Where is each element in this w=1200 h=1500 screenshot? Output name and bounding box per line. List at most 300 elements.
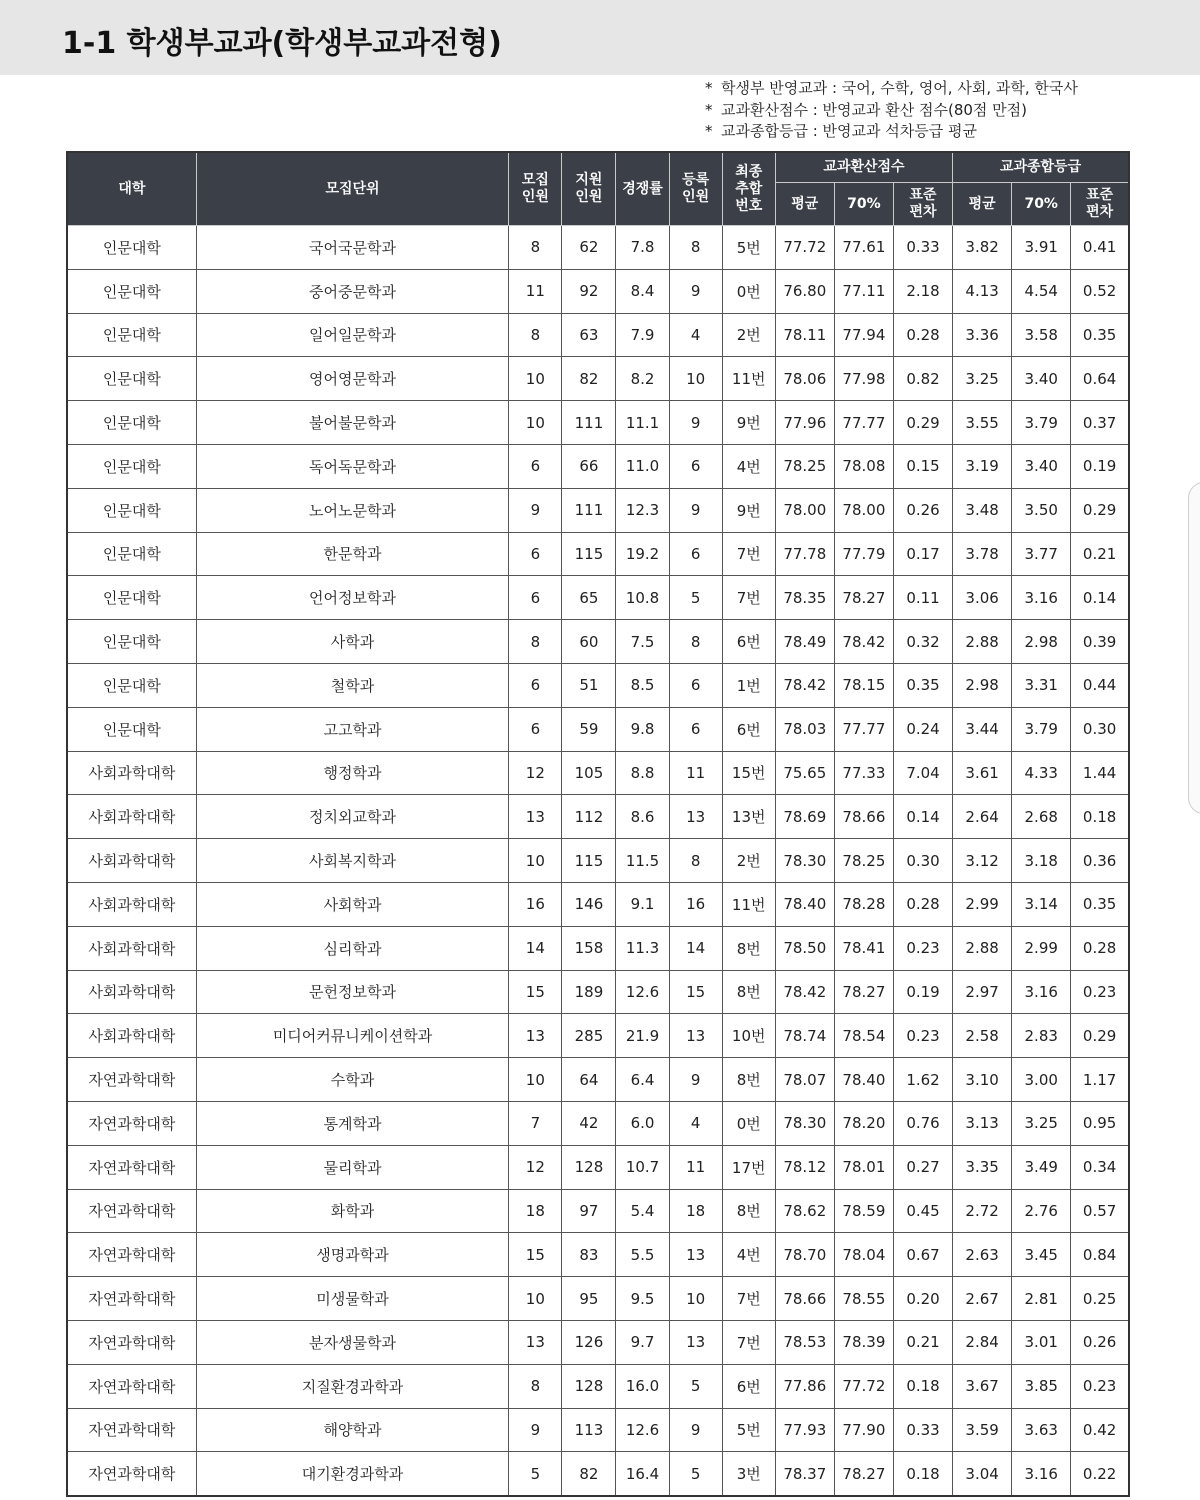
cell-score-avg: 76.80	[775, 269, 834, 313]
cell-college: 인문대학	[67, 401, 196, 445]
table-row	[67, 1408, 1129, 1452]
cell-ratio: 7.9	[616, 313, 669, 357]
cell-enrolled: 11	[669, 1145, 722, 1189]
cell-applicants: 111	[562, 401, 616, 445]
cell-applicants: 66	[562, 444, 616, 488]
cell-unit: 통계학과	[196, 1101, 509, 1145]
cell-grade-sd: 0.84	[1071, 1233, 1129, 1277]
cell-grade-avg: 2.58	[953, 1014, 1012, 1058]
header-score-group: 교과환산점수	[775, 152, 952, 183]
admissions-table	[66, 151, 1130, 1497]
cell-score-sd: 0.28	[893, 882, 952, 926]
cell-quota: 6	[509, 532, 562, 576]
cell-ratio: 16.0	[616, 1364, 669, 1408]
cell-ratio: 8.4	[616, 269, 669, 313]
cell-score-avg: 78.30	[775, 1101, 834, 1145]
cell-final-rank: 6번	[722, 707, 775, 751]
cell-grade-sd: 0.42	[1071, 1408, 1129, 1452]
cell-unit: 화학과	[196, 1189, 509, 1233]
cell-grade-avg: 2.88	[953, 620, 1012, 664]
cell-quota: 13	[509, 1014, 562, 1058]
cell-ratio: 21.9	[616, 1014, 669, 1058]
cell-applicants: 42	[562, 1101, 616, 1145]
cell-grade-avg: 3.12	[953, 839, 1012, 883]
cell-applicants: 115	[562, 532, 616, 576]
cell-enrolled: 9	[669, 488, 722, 532]
cell-grade-sd: 0.36	[1071, 839, 1129, 883]
cell-unit: 미생물학과	[196, 1277, 509, 1321]
cell-grade-70: 3.16	[1012, 970, 1071, 1014]
table-row	[67, 663, 1129, 707]
cell-enrolled: 8	[669, 839, 722, 883]
cell-score-70: 77.94	[834, 313, 893, 357]
cell-score-sd: 0.28	[893, 313, 952, 357]
cell-applicants: 112	[562, 795, 616, 839]
cell-grade-sd: 0.37	[1071, 401, 1129, 445]
cell-grade-70: 3.16	[1012, 576, 1071, 620]
cell-grade-sd: 0.64	[1071, 357, 1129, 401]
cell-grade-70: 4.54	[1012, 269, 1071, 313]
cell-applicants: 65	[562, 576, 616, 620]
cell-grade-sd: 0.23	[1071, 970, 1129, 1014]
cell-score-70: 77.33	[834, 751, 893, 795]
cell-score-sd: 0.29	[893, 401, 952, 445]
cell-grade-sd: 0.41	[1071, 226, 1129, 270]
cell-quota: 8	[509, 620, 562, 664]
cell-quota: 8	[509, 226, 562, 270]
header-unit: 모집단위	[196, 152, 509, 226]
cell-grade-avg: 2.64	[953, 795, 1012, 839]
cell-enrolled: 10	[669, 1277, 722, 1321]
cell-quota: 15	[509, 970, 562, 1014]
cell-applicants: 113	[562, 1408, 616, 1452]
cell-grade-avg: 3.55	[953, 401, 1012, 445]
cell-unit: 분자생물학과	[196, 1320, 509, 1364]
cell-college: 자연과학대학	[67, 1408, 196, 1452]
cell-unit: 한문학과	[196, 532, 509, 576]
cell-unit: 언어정보학과	[196, 576, 509, 620]
cell-enrolled: 18	[669, 1189, 722, 1233]
cell-final-rank: 1번	[722, 663, 775, 707]
cell-unit: 일어일문학과	[196, 313, 509, 357]
cell-enrolled: 9	[669, 1408, 722, 1452]
cell-grade-sd: 1.17	[1071, 1058, 1129, 1102]
cell-final-rank: 2번	[722, 839, 775, 883]
table-row	[67, 1145, 1129, 1189]
cell-enrolled: 15	[669, 970, 722, 1014]
cell-enrolled: 9	[669, 269, 722, 313]
cell-final-rank: 9번	[722, 401, 775, 445]
table-row	[67, 226, 1129, 270]
cell-score-70: 78.28	[834, 882, 893, 926]
table-row	[67, 1014, 1129, 1058]
cell-score-70: 78.55	[834, 1277, 893, 1321]
cell-final-rank: 5번	[722, 226, 775, 270]
cell-enrolled: 13	[669, 1320, 722, 1364]
cell-applicants: 158	[562, 926, 616, 970]
cell-unit: 사학과	[196, 620, 509, 664]
cell-score-70: 78.25	[834, 839, 893, 883]
cell-ratio: 9.8	[616, 707, 669, 751]
cell-score-70: 78.59	[834, 1189, 893, 1233]
table-row	[67, 357, 1129, 401]
cell-grade-70: 3.01	[1012, 1320, 1071, 1364]
cell-grade-avg: 3.10	[953, 1058, 1012, 1102]
cell-college: 자연과학대학	[67, 1101, 196, 1145]
cell-college: 자연과학대학	[67, 1233, 196, 1277]
cell-score-sd: 0.23	[893, 926, 952, 970]
cell-score-70: 78.54	[834, 1014, 893, 1058]
cell-applicants: 115	[562, 839, 616, 883]
header-ratio: 경쟁률	[616, 152, 669, 226]
cell-unit: 정치외교학과	[196, 795, 509, 839]
cell-grade-70: 2.68	[1012, 795, 1071, 839]
cell-applicants: 111	[562, 488, 616, 532]
cell-grade-avg: 3.78	[953, 532, 1012, 576]
cell-score-avg: 78.35	[775, 576, 834, 620]
cell-final-rank: 5번	[722, 1408, 775, 1452]
cell-score-avg: 78.12	[775, 1145, 834, 1189]
cell-final-rank: 6번	[722, 620, 775, 664]
cell-grade-sd: 0.57	[1071, 1189, 1129, 1233]
cell-quota: 11	[509, 269, 562, 313]
cell-grade-avg: 3.67	[953, 1364, 1012, 1408]
table-row	[67, 839, 1129, 883]
cell-score-sd: 0.18	[893, 1364, 952, 1408]
cell-ratio: 11.5	[616, 839, 669, 883]
cell-grade-avg: 2.99	[953, 882, 1012, 926]
cell-ratio: 6.4	[616, 1058, 669, 1102]
cell-grade-avg: 3.04	[953, 1452, 1012, 1496]
cell-applicants: 63	[562, 313, 616, 357]
table-row	[67, 795, 1129, 839]
table-row	[67, 269, 1129, 313]
cell-score-sd: 0.14	[893, 795, 952, 839]
cell-grade-70: 4.33	[1012, 751, 1071, 795]
table-row	[67, 1320, 1129, 1364]
cell-applicants: 285	[562, 1014, 616, 1058]
cell-score-70: 77.72	[834, 1364, 893, 1408]
cell-final-rank: 11번	[722, 882, 775, 926]
cell-ratio: 8.6	[616, 795, 669, 839]
cell-grade-70: 3.85	[1012, 1364, 1071, 1408]
cell-score-avg: 78.62	[775, 1189, 834, 1233]
cell-enrolled: 11	[669, 751, 722, 795]
cell-unit: 독어독문학과	[196, 444, 509, 488]
cell-grade-70: 2.76	[1012, 1189, 1071, 1233]
table-row	[67, 707, 1129, 751]
cell-applicants: 97	[562, 1189, 616, 1233]
cell-final-rank: 17번	[722, 1145, 775, 1189]
cell-college: 사회과학대학	[67, 751, 196, 795]
cell-grade-sd: 0.26	[1071, 1320, 1129, 1364]
cell-unit: 생명과학과	[196, 1233, 509, 1277]
cell-grade-70: 2.81	[1012, 1277, 1071, 1321]
cell-enrolled: 13	[669, 1233, 722, 1277]
cell-grade-sd: 0.30	[1071, 707, 1129, 751]
cell-grade-70: 3.18	[1012, 839, 1071, 883]
cell-college: 인문대학	[67, 444, 196, 488]
cell-grade-sd: 0.14	[1071, 576, 1129, 620]
cell-grade-avg: 3.48	[953, 488, 1012, 532]
cell-score-sd: 0.20	[893, 1277, 952, 1321]
cell-quota: 10	[509, 839, 562, 883]
cell-quota: 5	[509, 1452, 562, 1496]
cell-score-sd: 0.19	[893, 970, 952, 1014]
cell-unit: 국어국문학과	[196, 226, 509, 270]
cell-score-70: 78.42	[834, 620, 893, 664]
cell-enrolled: 14	[669, 926, 722, 970]
cell-score-sd: 0.30	[893, 839, 952, 883]
cell-score-70: 77.77	[834, 401, 893, 445]
cell-score-70: 78.27	[834, 970, 893, 1014]
cell-college: 인문대학	[67, 313, 196, 357]
cell-quota: 18	[509, 1189, 562, 1233]
cell-college: 자연과학대학	[67, 1364, 196, 1408]
cell-grade-70: 3.63	[1012, 1408, 1071, 1452]
table-row	[67, 751, 1129, 795]
cell-unit: 중어중문학과	[196, 269, 509, 313]
cell-score-70: 78.41	[834, 926, 893, 970]
page-title: 1-1 학생부교과(학생부교과전형)	[62, 26, 502, 61]
cell-applicants: 128	[562, 1364, 616, 1408]
cell-college: 자연과학대학	[67, 1145, 196, 1189]
cell-final-rank: 7번	[722, 1277, 775, 1321]
cell-score-avg: 75.65	[775, 751, 834, 795]
cell-grade-70: 3.79	[1012, 401, 1071, 445]
cell-grade-avg: 3.13	[953, 1101, 1012, 1145]
cell-score-70: 77.90	[834, 1408, 893, 1452]
header-grade-70: 70%	[1012, 183, 1071, 226]
cell-score-70: 78.04	[834, 1233, 893, 1277]
cell-final-rank: 0번	[722, 1101, 775, 1145]
cell-grade-sd: 1.44	[1071, 751, 1129, 795]
cell-score-avg: 78.74	[775, 1014, 834, 1058]
cell-quota: 12	[509, 751, 562, 795]
cell-enrolled: 6	[669, 663, 722, 707]
cell-grade-70: 3.91	[1012, 226, 1071, 270]
cell-ratio: 8.2	[616, 357, 669, 401]
cell-ratio: 12.3	[616, 488, 669, 532]
cell-grade-avg: 3.35	[953, 1145, 1012, 1189]
cell-score-70: 77.11	[834, 269, 893, 313]
cell-college: 인문대학	[67, 269, 196, 313]
table-row	[67, 444, 1129, 488]
cell-score-avg: 78.40	[775, 882, 834, 926]
cell-score-70: 77.98	[834, 357, 893, 401]
cell-score-sd: 2.18	[893, 269, 952, 313]
cell-ratio: 5.4	[616, 1189, 669, 1233]
cell-enrolled: 8	[669, 620, 722, 664]
cell-score-70: 77.77	[834, 707, 893, 751]
cell-applicants: 62	[562, 226, 616, 270]
table-row	[67, 576, 1129, 620]
cell-grade-70: 3.45	[1012, 1233, 1071, 1277]
cell-applicants: 146	[562, 882, 616, 926]
cell-grade-avg: 3.59	[953, 1408, 1012, 1452]
cell-grade-70: 3.16	[1012, 1452, 1071, 1496]
cell-grade-avg: 2.88	[953, 926, 1012, 970]
cell-grade-70: 2.99	[1012, 926, 1071, 970]
title-bar	[0, 0, 1200, 75]
cell-ratio: 12.6	[616, 1408, 669, 1452]
cell-applicants: 83	[562, 1233, 616, 1277]
cell-ratio: 10.7	[616, 1145, 669, 1189]
cell-grade-avg: 4.13	[953, 269, 1012, 313]
table-row	[67, 1277, 1129, 1321]
cell-score-sd: 0.82	[893, 357, 952, 401]
cell-college: 인문대학	[67, 357, 196, 401]
cell-ratio: 6.0	[616, 1101, 669, 1145]
cell-quota: 6	[509, 576, 562, 620]
cell-final-rank: 2번	[722, 313, 775, 357]
cell-grade-avg: 2.98	[953, 663, 1012, 707]
cell-college: 인문대학	[67, 620, 196, 664]
cell-score-70: 78.66	[834, 795, 893, 839]
cell-score-avg: 78.03	[775, 707, 834, 751]
cell-score-sd: 7.04	[893, 751, 952, 795]
cell-score-70: 78.08	[834, 444, 893, 488]
table-row	[67, 313, 1129, 357]
cell-final-rank: 8번	[722, 926, 775, 970]
cell-final-rank: 11번	[722, 357, 775, 401]
cell-college: 자연과학대학	[67, 1320, 196, 1364]
cell-quota: 6	[509, 707, 562, 751]
cell-college: 사회과학대학	[67, 1014, 196, 1058]
cell-grade-70: 2.83	[1012, 1014, 1071, 1058]
cell-enrolled: 13	[669, 795, 722, 839]
cell-score-avg: 78.37	[775, 1452, 834, 1496]
cell-ratio: 7.5	[616, 620, 669, 664]
table-row	[67, 882, 1129, 926]
cell-grade-sd: 0.25	[1071, 1277, 1129, 1321]
cell-score-avg: 77.86	[775, 1364, 834, 1408]
table-row	[67, 1364, 1129, 1408]
cell-score-avg: 78.42	[775, 663, 834, 707]
table-body	[67, 226, 1129, 1497]
header-final-rank: 최종 추합 번호	[722, 152, 775, 226]
cell-applicants: 95	[562, 1277, 616, 1321]
cell-grade-sd: 0.28	[1071, 926, 1129, 970]
cell-unit: 미디어커뮤니케이션학과	[196, 1014, 509, 1058]
cell-final-rank: 7번	[722, 576, 775, 620]
cell-unit: 사회학과	[196, 882, 509, 926]
cell-enrolled: 9	[669, 1058, 722, 1102]
cell-score-sd: 0.27	[893, 1145, 952, 1189]
table-row	[67, 926, 1129, 970]
cell-grade-sd: 0.44	[1071, 663, 1129, 707]
cell-college: 사회과학대학	[67, 839, 196, 883]
header-grade-group: 교과종합등급	[953, 152, 1129, 183]
cell-enrolled: 6	[669, 707, 722, 751]
cell-ratio: 16.4	[616, 1452, 669, 1496]
cell-enrolled: 10	[669, 357, 722, 401]
cell-score-avg: 78.53	[775, 1320, 834, 1364]
cell-grade-avg: 3.36	[953, 313, 1012, 357]
cell-unit: 대기환경과학과	[196, 1452, 509, 1496]
table-row	[67, 1189, 1129, 1233]
cell-unit: 철학과	[196, 663, 509, 707]
note-line: * 교과환산점수 : 반영교과 환산 점수(80점 만점)	[705, 100, 1028, 119]
cell-quota: 15	[509, 1233, 562, 1277]
cell-applicants: 189	[562, 970, 616, 1014]
cell-final-rank: 15번	[722, 751, 775, 795]
cell-grade-avg: 3.25	[953, 357, 1012, 401]
cell-score-sd: 0.35	[893, 663, 952, 707]
cell-score-sd: 0.11	[893, 576, 952, 620]
cell-grade-70: 3.25	[1012, 1101, 1071, 1145]
header-applicants: 지원 인원	[562, 152, 616, 226]
header-score-avg: 평균	[775, 183, 834, 226]
cell-score-avg: 78.49	[775, 620, 834, 664]
cell-ratio: 10.8	[616, 576, 669, 620]
cell-applicants: 105	[562, 751, 616, 795]
cell-enrolled: 9	[669, 401, 722, 445]
cell-unit: 지질환경과학과	[196, 1364, 509, 1408]
cell-grade-sd: 0.18	[1071, 795, 1129, 839]
table-row	[67, 620, 1129, 664]
cell-final-rank: 0번	[722, 269, 775, 313]
cell-unit: 사회복지학과	[196, 839, 509, 883]
cell-score-sd: 0.21	[893, 1320, 952, 1364]
cell-college: 사회과학대학	[67, 970, 196, 1014]
cell-score-sd: 1.62	[893, 1058, 952, 1102]
cell-unit: 영어영문학과	[196, 357, 509, 401]
cell-grade-sd: 0.52	[1071, 269, 1129, 313]
cell-grade-70: 3.77	[1012, 532, 1071, 576]
cell-grade-70: 2.98	[1012, 620, 1071, 664]
cell-score-avg: 78.30	[775, 839, 834, 883]
cell-unit: 노어노문학과	[196, 488, 509, 532]
cell-grade-sd: 0.95	[1071, 1101, 1129, 1145]
cell-ratio: 9.1	[616, 882, 669, 926]
cell-score-sd: 0.23	[893, 1014, 952, 1058]
cell-ratio: 9.5	[616, 1277, 669, 1321]
cell-score-sd: 0.32	[893, 620, 952, 664]
cell-unit: 불어불문학과	[196, 401, 509, 445]
cell-ratio: 11.1	[616, 401, 669, 445]
cell-score-avg: 78.50	[775, 926, 834, 970]
cell-score-70: 78.40	[834, 1058, 893, 1102]
cell-grade-avg: 2.63	[953, 1233, 1012, 1277]
cell-quota: 10	[509, 401, 562, 445]
cell-grade-sd: 0.19	[1071, 444, 1129, 488]
cell-grade-sd: 0.35	[1071, 313, 1129, 357]
cell-quota: 10	[509, 1058, 562, 1102]
cell-final-rank: 4번	[722, 444, 775, 488]
cell-ratio: 19.2	[616, 532, 669, 576]
cell-score-avg: 78.25	[775, 444, 834, 488]
cell-college: 인문대학	[67, 663, 196, 707]
header-score-70: 70%	[834, 183, 893, 226]
cell-score-70: 77.61	[834, 226, 893, 270]
cell-score-70: 78.27	[834, 1452, 893, 1496]
cell-score-70: 78.00	[834, 488, 893, 532]
cell-quota: 16	[509, 882, 562, 926]
cell-score-avg: 78.42	[775, 970, 834, 1014]
cell-grade-avg: 3.06	[953, 576, 1012, 620]
cell-quota: 13	[509, 795, 562, 839]
cell-enrolled: 6	[669, 444, 722, 488]
cell-enrolled: 13	[669, 1014, 722, 1058]
cell-grade-70: 3.40	[1012, 357, 1071, 401]
cell-applicants: 60	[562, 620, 616, 664]
cell-score-avg: 78.07	[775, 1058, 834, 1102]
cell-score-avg: 77.93	[775, 1408, 834, 1452]
cell-grade-sd: 0.29	[1071, 488, 1129, 532]
cell-grade-avg: 2.84	[953, 1320, 1012, 1364]
cell-score-avg: 78.66	[775, 1277, 834, 1321]
